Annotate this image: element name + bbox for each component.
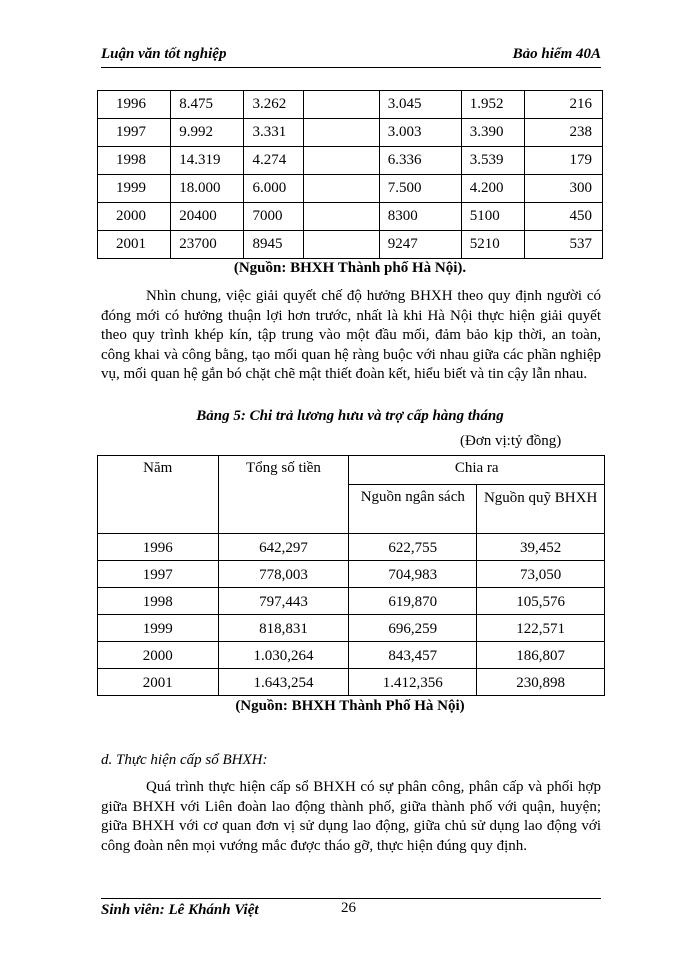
table-cell [304, 147, 379, 175]
table-cell: 3.390 [461, 119, 524, 147]
table-cell: 216 [525, 91, 603, 119]
header-right: Bảo hiểm 40A [512, 46, 601, 62]
footer-divider [101, 898, 601, 899]
table-cell: 7.500 [379, 175, 461, 203]
table-cell: 20400 [171, 203, 244, 231]
source-note-2: (Nguồn: BHXH Thành Phố Hà Nội) [235, 698, 465, 714]
table-cell: 1997 [98, 119, 171, 147]
table-cell: 1996 [98, 91, 171, 119]
header-fund: Nguồn quỹ BHXH [477, 485, 605, 534]
table-cell [304, 231, 379, 259]
table-cell: 696,259 [349, 615, 477, 642]
section-title: d. Thực hiện cấp sổ BHXH: [101, 752, 268, 768]
table-cell [304, 119, 379, 147]
header-left: Luận văn tốt nghiệp [101, 46, 227, 62]
table-cell: 300 [525, 175, 603, 203]
table-cell [304, 175, 379, 203]
table-cell: 6.336 [379, 147, 461, 175]
table-cell: 3.003 [379, 119, 461, 147]
table-cell: 818,831 [218, 615, 349, 642]
table-cell: 1.030,264 [218, 642, 349, 669]
header-budget: Nguồn ngân sách [349, 485, 477, 534]
table-cell: 642,297 [218, 534, 349, 561]
table-cell: 3.045 [379, 91, 461, 119]
table-row [98, 642, 605, 669]
header-split: Chia ra [349, 456, 605, 485]
table-row [98, 119, 603, 147]
table-cell: 73,050 [477, 561, 605, 588]
table-row [98, 588, 605, 615]
table-cell: 18.000 [171, 175, 244, 203]
page-header [101, 44, 601, 66]
table-cell: 8300 [379, 203, 461, 231]
table-cell: 186,807 [477, 642, 605, 669]
footer-student: Sinh viên: Lê Khánh Việt [101, 902, 259, 918]
table-cell: 1.412,356 [349, 669, 477, 696]
table-row [98, 615, 605, 642]
table-cell: 39,452 [477, 534, 605, 561]
table-cell: 1998 [98, 147, 171, 175]
table-cell: 105,576 [477, 588, 605, 615]
table-cell: 622,755 [349, 534, 477, 561]
table-cell: 8.475 [171, 91, 244, 119]
table-cell: 619,870 [349, 588, 477, 615]
table-cell: 8945 [244, 231, 304, 259]
table-cell: 5210 [461, 231, 524, 259]
table-row [98, 561, 605, 588]
header-divider [101, 67, 601, 68]
table-cell: 1999 [98, 175, 171, 203]
header-year: Năm [98, 456, 219, 534]
table-cell: 9.992 [171, 119, 244, 147]
table-row [98, 231, 603, 259]
table-cell: 2000 [98, 203, 171, 231]
table-cell: 778,003 [218, 561, 349, 588]
table-cell: 1996 [98, 534, 219, 561]
paragraph-1: Nhìn chung, việc giải quyết chế độ hưởng BHXH theo quy định người có đóng mới có hưởng thuận lợi hơn trước, nhất là khi Hà Nội thực hiện giải quyết theo quy trình khép kín, tập trung vào một đầu mối, đảm bảo kịp thời, an toàn, công khai và công bằng, tạo mối quan hệ ràng buộc với nhau giữa các phần nghiệp vụ, mối quan hệ gắn bó chặt chẽ mật thiết đoàn kết, hiểu biết và tin cậy lẫn nhau. [101, 288, 601, 382]
table-cell: 3.539 [461, 147, 524, 175]
table-cell: 5100 [461, 203, 524, 231]
table-cell: 2001 [98, 231, 171, 259]
table-cell: 230,898 [477, 669, 605, 696]
table-row [98, 91, 603, 119]
table-cell: 23700 [171, 231, 244, 259]
table-cell: 14.319 [171, 147, 244, 175]
table-1 [97, 90, 603, 259]
table-row [98, 534, 605, 561]
table-cell: 450 [525, 203, 603, 231]
table-cell [304, 91, 379, 119]
table-cell: 1997 [98, 561, 219, 588]
table-row [98, 175, 603, 203]
table-cell: 122,571 [477, 615, 605, 642]
table-cell: 179 [525, 147, 603, 175]
source-note-1: (Nguồn: BHXH Thành phố Hà Nội). [233, 260, 467, 276]
table-2 [97, 455, 605, 696]
table-cell: 3.262 [244, 91, 304, 119]
table-cell: 797,443 [218, 588, 349, 615]
table-cell: 1998 [98, 588, 219, 615]
table-cell: 238 [525, 119, 603, 147]
table-row [98, 669, 605, 696]
page-number: 26 [341, 900, 356, 916]
table-cell: 9247 [379, 231, 461, 259]
table-cell: 4.200 [461, 175, 524, 203]
table-2-unit: (Đơn vị:tỷ đồng) [460, 433, 562, 449]
table-cell: 3.331 [244, 119, 304, 147]
header-total: Tổng số tiền [218, 456, 349, 534]
table-cell: 1.643,254 [218, 669, 349, 696]
table-row [98, 203, 603, 231]
table-cell: 537 [525, 231, 603, 259]
table-row [98, 147, 603, 175]
table-cell: 704,983 [349, 561, 477, 588]
table-cell: 2001 [98, 669, 219, 696]
table-cell: 843,457 [349, 642, 477, 669]
table-cell [304, 203, 379, 231]
table-cell: 2000 [98, 642, 219, 669]
table-cell: 1.952 [461, 91, 524, 119]
table-cell: 6.000 [244, 175, 304, 203]
paragraph-2: Quá trình thực hiện cấp sổ BHXH có sự phân công, phân cấp và phối hợp giữa BHXH với Liên đoàn lao động thành phố, giữa thành phố với quận, huyện; giữa BHXH với cơ quan đơn vị sử dụng lao động, giữa chủ sử dụng lao động với công đoàn nên mọi vướng mắc được tháo gỡ, thực hiện đúng quy định. [101, 779, 601, 854]
table-cell: 7000 [244, 203, 304, 231]
table-cell: 4.274 [244, 147, 304, 175]
table-cell: 1999 [98, 615, 219, 642]
table-2-caption: Bảng 5: Chi trả lương hưu và trợ cấp hàng tháng [196, 408, 504, 424]
